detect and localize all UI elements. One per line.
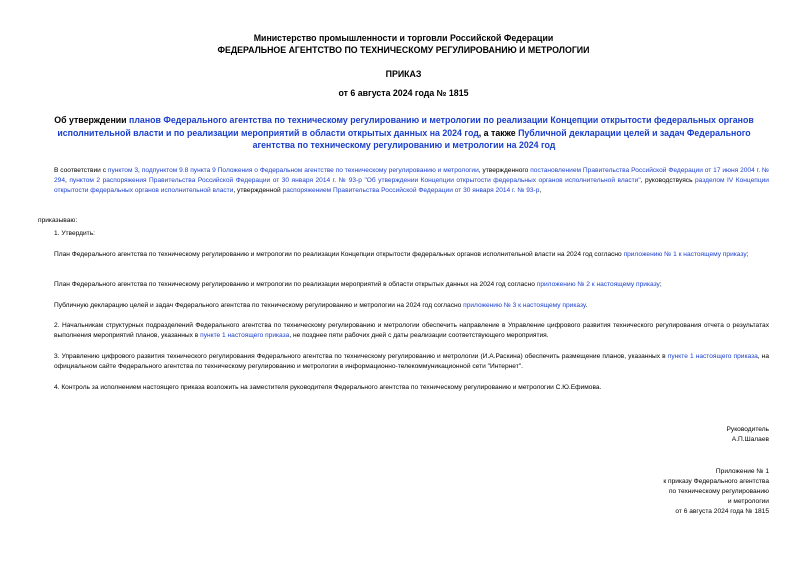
preamble-link[interactable]: распоряжением Правительства Российской Федерации от 30 января 2014 г. № 93-р <box>282 187 540 194</box>
preamble-link[interactable]: разделом IV Концепции открытости федеральных органов исполнительной власти <box>54 177 769 194</box>
appendix-line: от 6 августа 2024 года № 1815 <box>675 508 769 515</box>
item-1: 1. Утвердить: <box>54 230 95 237</box>
preamble-link[interactable]: пунктом 3 <box>107 167 139 174</box>
appendix-header <box>663 467 769 517</box>
preamble-link[interactable]: пунктом 2 распоряжения Правительства Российской Федерации от 30 января 2014 г. № 93-р "Об утверждении Концепции открытости федеральных органов исполнительной власти" <box>69 177 641 184</box>
preamble-text: , руководствуясь <box>640 177 696 184</box>
preamble-link[interactable]: подпунктом 9.8 пункта 9 Положения о Федеральном агентстве по техническому регулированию и метрологии <box>141 167 479 174</box>
preamble-text: В соответствии с <box>54 167 108 174</box>
appendix-line: по техническому регулированию <box>668 488 769 495</box>
item-2 <box>54 321 769 341</box>
plan-1-end: ; <box>746 251 749 258</box>
appendix-line: и метрологии <box>727 498 769 505</box>
preamble-text: , <box>539 187 542 194</box>
appendix-line: Приложение № 1 <box>715 468 769 475</box>
declaration-paragraph <box>54 301 769 311</box>
declaration-text: Публичную декларацию целей и задач Федерального агентства по техническому регулированию и метрологии на 2024 год согласно <box>54 302 464 309</box>
appendix-2-link[interactable]: приложению № 2 к настоящему приказу <box>536 281 660 288</box>
doc-date-number: от 6 августа 2024 года № 1815 <box>338 88 469 98</box>
item-2-link[interactable]: пункте 1 настоящего приказа <box>200 332 290 339</box>
preamble-link[interactable]: постановлением Правительства Российской Федерации от 17 июня 2004 г. № 294 <box>54 167 769 184</box>
document-title <box>48 114 760 152</box>
preamble-text: , утвержденной <box>233 187 283 194</box>
item-2-text: 2. Начальникам структурных подразделений Федерального агентства по техническому регулированию и метрологии обеспечить направление в Управление цифрового развития технического регулирования отчета о результатах выполнения мероприятий планов, указанных в <box>54 322 769 339</box>
plan-2-text: План Федерального агентства по техническому регулированию и метрологии по реализации мероприятий в области открытых данных на 2024 год согласно <box>54 281 537 288</box>
preamble <box>54 166 769 196</box>
item-3-end: , на официальном сайте Федерального агентства по техническому регулированию и метрологии в информационно-телекоммуникационной сети "Интернет". <box>54 353 769 370</box>
signature-name: А.П.Шалаев <box>731 436 769 443</box>
title-link-plans[interactable]: планов Федерального агентства по техническому регулированию и метрологии по реализации Концепции открытости федеральных органов исполнительной власти и по реализации мероприятий в области открытых данных на 2024 год <box>57 115 754 138</box>
signature-role: Руководитель <box>726 426 769 433</box>
order-word: приказываю: <box>38 217 78 224</box>
ministry-name: Министерство промышленности и торговли Российской Федерации <box>253 33 554 43</box>
item-3 <box>54 352 769 372</box>
item-3-text: 3. Управлению цифрового развития технического регулирования Федерального агентства по техническому регулированию и метрологии (И.А.Раскина) обеспечить размещение планов, указанных в <box>54 353 668 360</box>
appendix-3-link[interactable]: приложению № 3 к настоящему приказу <box>463 302 586 309</box>
title-text-1: Об утверждении <box>54 115 130 125</box>
plan-2-end: ; <box>659 281 662 288</box>
appendix-1-link[interactable]: приложению № 1 к настоящему приказу <box>623 251 747 258</box>
title-link-declaration[interactable]: Публичной декларации целей и задач Федерального агентства по техническому регулированию и метрологии на 2024 год <box>252 127 751 150</box>
plan-2-paragraph <box>54 280 769 290</box>
plan-1-text: План Федерального агентства по техническому регулированию и метрологии по реализации Концепции открытости федеральных органов исполнительной власти на 2024 год согласно <box>54 251 624 258</box>
doc-type: ПРИКАЗ <box>385 69 422 79</box>
preamble-text: , утвержденного <box>478 167 531 174</box>
item-4: 4. Контроль за исполнением настоящего приказа возложить на заместителя руководителя Федерального агентства по техническому регулированию и метрологии С.Ю.Ефимова. <box>54 384 602 391</box>
item-2-end: , не позднее пяти рабочих дней с даты реализации соответствующего мероприятия. <box>289 332 549 339</box>
preamble-text: , <box>65 177 70 184</box>
preamble-text: , <box>138 167 142 174</box>
appendix-line: к приказу Федерального агентства <box>663 478 769 485</box>
agency-name: ФЕДЕРАЛЬНОЕ АГЕНТСТВО ПО ТЕХНИЧЕСКОМУ РЕГУЛИРОВАНИЮ И МЕТРОЛОГИИ <box>217 45 590 55</box>
item-3-link[interactable]: пункте 1 настоящего приказа <box>667 353 758 360</box>
declaration-end: . <box>585 302 588 309</box>
signature-block <box>727 425 769 445</box>
plan-1-paragraph <box>54 250 769 260</box>
title-text-2: , а также <box>478 127 519 138</box>
